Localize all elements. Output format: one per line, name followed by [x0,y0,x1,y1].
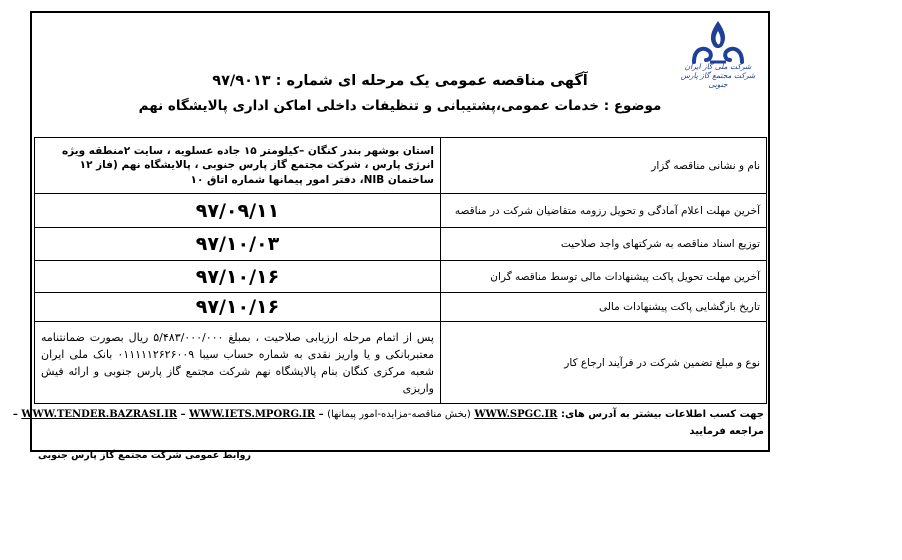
tender-link[interactable]: WWW.TENDER.BAZRASI.IR [21,409,178,420]
table-row [35,228,767,261]
footer-addresses [12,409,764,420]
table-row [35,293,767,322]
logo-caption-2: شرکت مجتمع گاز پارس جنوبی [680,71,756,89]
separator: – [318,409,324,420]
spgc-link[interactable]: WWW.SPGC.IR [474,409,558,420]
logo-caption-1: شرکت ملی گاز ایران [684,62,752,71]
row-value: پس از اتمام مرحله ارزیابی صلاحیت ، بمبلغ ۵/۴۸۳/۰۰۰/۰۰۰ ریال بصورت ضمانتنامه معتبربانکی و یا واریز نقدی به شماره حساب سیبا ۰۱۱۱۱۱۲۶۲۶۰۰۹ بانک ملی ایران شعبه مرکزی کنگان بنام پالایشگاه نهم شرکت مجتمع گاز پارس جنوبی و ارائه فیش واریزی [35,322,441,404]
table-row [35,194,767,228]
separator: – [180,409,186,420]
table-row [35,138,767,194]
separator: – [12,409,18,420]
row-label: آخرین مهلت تحویل پاکت پیشنهادات مالی توسط مناقصه گران [441,261,767,293]
row-label: نام و نشانی مناقصه گزار [441,138,767,194]
row-value: ۹۷/۰۹/۱۱ [35,194,441,228]
notice-subject: موضوع : خدمات عمومی،پشتیبانی و تنظیفات داخلی اماکن اداری پالایشگاه نهم [138,98,662,114]
row-label: نوع و مبلغ تضمین شرکت در فرآیند ارجاع کار [441,322,767,404]
row-value: استان بوشهر بندر کنگان –کیلومتر ۱۵ جاده عسلویه ، سایت ۲منطقه ویژه انرژی پارس ، شرکت مجتمع گاز پارس جنوبی ، پالایشگاه نهم (فاز ۱۲ ساختمان NIB، دفتر امور پیمانها شماره اتاق ۱۰ [35,138,441,194]
tender-details-table [34,137,767,404]
row-label: تاریخ بازگشایی پاکت پیشنهادات مالی [441,293,767,322]
row-value: ۹۷/۱۰/۱۶ [35,261,441,293]
table-row [35,322,767,404]
flame-logo-icon [680,18,756,66]
spgc-link-note: (بخش مناقصه-مزایده-امور پیمانها) [327,409,471,420]
iets-link[interactable]: WWW.IETS.MPORG.IR [189,409,316,420]
notice-title: آگهی مناقصه عمومی یک مرحله ای شماره : ۹۷/۹۰۱۳ [212,73,588,89]
footer-intro: جهت کسب اطلاعات بیشتر به آدرس های: [560,409,764,420]
public-relations-signature: روابط عمومی شرکت مجتمع گاز پارس جنوبی [38,450,251,461]
row-label: آخرین مهلت اعلام آمادگی و تحویل رزومه متقاضیان شرکت در مناقصه [441,194,767,228]
row-value: ۹۷/۱۰/۱۶ [35,293,441,322]
tender-notice [12,11,770,461]
contact-footer [12,409,764,437]
row-value: ۹۷/۱۰/۰۳ [35,228,441,261]
table-row [35,261,767,293]
footer-refer: مراجعه فرمایید [689,426,764,437]
row-label: توزیع اسناد مناقصه به شرکتهای واجد صلاحیت [441,228,767,261]
